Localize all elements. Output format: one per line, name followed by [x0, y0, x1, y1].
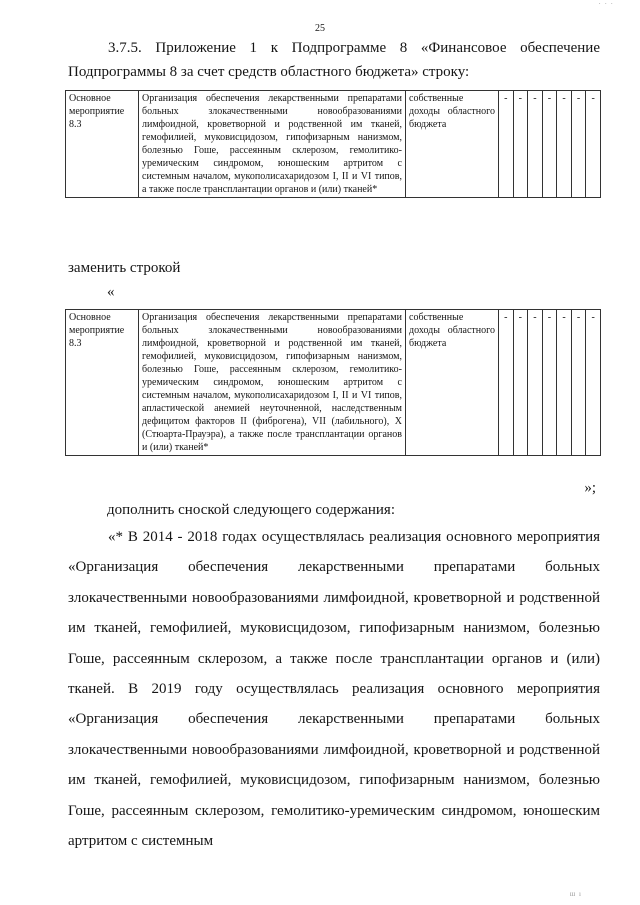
- section-heading: 3.7.5. Приложение 1 к Подпрограмме 8 «Финансовое обеспечение Подпрограммы 8 за счет средств областного бюджета» строку:: [68, 40, 600, 80]
- row-name-cell: Организация обеспечения лекарственными препаратами больных злокачественными новообразованиями лимфоидной, кроветворной и родственной им тканей, гемофилией, муковисцидозом, гипофизарным нанизмом, болезнью Гоше, рассеянным склерозом, гемолитико-уремическим синдромом, юношеским артритом с системным началом, мукополисахаридозом I, II и VI типов, апластической анемией неуточненной, наследственным дефицитом факторов II (фиброгена), VII (лабильного), X (Стюарта-Прауэра), а также после трансплантации органов и (или) тканей*: [139, 310, 406, 456]
- row-value-cell: -: [513, 310, 528, 456]
- footnote-paragraph: «* В 2014 - 2018 годах осуществлялась реализация основного мероприятия «Организация обеспечения лекарственными препаратами больных злокачественными новообразованиями лимфоидной, кроветворной и родственной им тканей, гемофилией, муковисцидозом, гипофизарным нанизмом, болезнью Гоше, рассеянным склерозом, а также после трансплантации органов и (или) тканей. В 2019 году осуществлялась реализация основного мероприятия «Организация обеспечения лекарственными препаратами больных злокачественными новообразованиями лимфоидной, кроветворной и родственной им тканей, гемофилией, муковисцидозом, гипофизарным нанизмом, болезнью Гоше, рассеянным склерозом, гемолитико-уремическим синдромом, юношеским артритом с системным: [68, 529, 600, 850]
- replace-instruction: заменить строкой: [68, 260, 181, 276]
- scan-corner-mark-bottom: ш ı: [569, 890, 582, 898]
- row-value-cell: -: [557, 310, 572, 456]
- row-value-cell: -: [542, 310, 557, 456]
- row-code-cell: Основное мероприятие 8.3: [66, 310, 139, 456]
- opening-quote: «: [107, 284, 115, 300]
- scan-corner-mark-top: · · ·: [598, 0, 614, 8]
- row-value-cell: -: [571, 310, 586, 456]
- page-number: 25: [315, 23, 325, 34]
- original-row-table: [65, 90, 601, 198]
- row-value-cell: -: [499, 91, 514, 198]
- row-source-cell: собственные доходы областного бюджета: [406, 310, 499, 456]
- add-footnote-instruction: дополнить сноской следующего содержания:: [107, 502, 396, 518]
- closing-quote: »;: [584, 480, 596, 496]
- row-value-cell: -: [571, 91, 586, 198]
- row-value-cell: -: [542, 91, 557, 198]
- row-value-cell: -: [586, 310, 601, 456]
- row-value-cell: -: [528, 310, 543, 456]
- row-name-cell: Организация обеспечения лекарственными препаратами больных злокачественными новообразованиями лимфоидной, кроветворной и родственной им тканей, гемофилией, муковисцидозом, гипофизарным нанизмом, болезнью Гоше, рассеянным склерозом, гемолитико-уремическим синдромом, юношеским артритом с системным началом, мукополисахаридозом I, II и VI типов, а также после трансплантации органов и (или) тканей*: [139, 91, 406, 198]
- row-code-cell: Основное мероприятие 8.3: [66, 91, 139, 198]
- row-value-cell: -: [528, 91, 543, 198]
- row-value-cell: -: [557, 91, 572, 198]
- new-row-table: [65, 309, 601, 456]
- row-value-cell: -: [586, 91, 601, 198]
- row-source-cell: собственные доходы областного бюджета: [406, 91, 499, 198]
- table-row: [66, 91, 601, 198]
- row-value-cell: -: [513, 91, 528, 198]
- table-row: [66, 310, 601, 456]
- row-value-cell: -: [499, 310, 514, 456]
